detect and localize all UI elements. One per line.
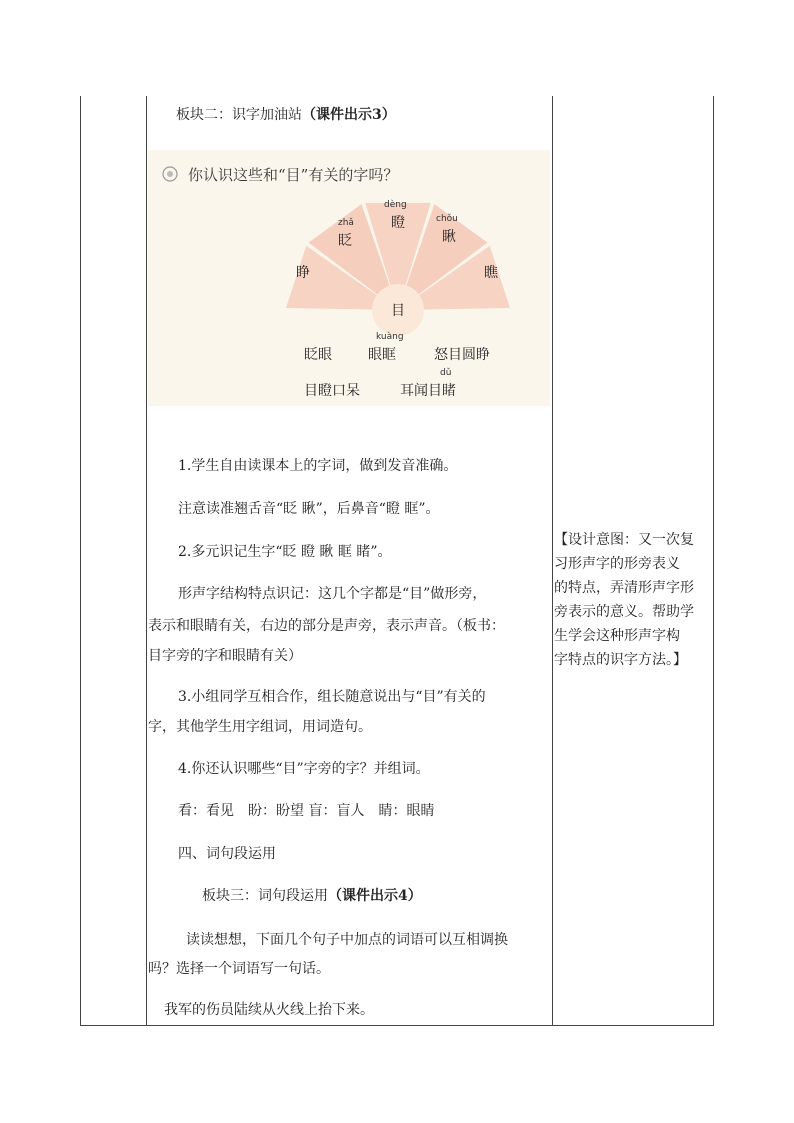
para-8: 四、词句段运用: [178, 846, 276, 862]
word-erwen: 耳闻目睹: [400, 383, 456, 399]
fan-char-zha: 眨: [338, 233, 352, 249]
fan-char-zheng: 睁: [296, 265, 310, 281]
textbook-figure: [148, 150, 550, 406]
pinyin-du: dǔ: [440, 368, 452, 378]
pinyin-deng: dèng: [384, 200, 407, 210]
pinyin-kuang: kuàng: [376, 332, 404, 342]
side-note-line: 习形声字的形旁表义: [554, 556, 680, 572]
block3-courseware: （课件出示4）: [328, 888, 422, 904]
block2-heading: [148, 104, 552, 126]
para-5b: 字，其他学生用字组词，用词造句。: [148, 719, 372, 735]
fan-char-chou: 瞅: [442, 229, 456, 245]
para-6: 4.你还认识哪些“目”字旁的字？并组词。: [178, 761, 430, 777]
para-2: 注意读准翘舌音“眨 瞅”，后鼻音“瞪 眶”。: [178, 501, 440, 517]
side-note-line: 生学会这种形声字构: [554, 628, 680, 644]
fan-char-deng: 瞪: [391, 215, 405, 231]
table-border-left: [80, 96, 81, 1026]
para-7: 看：看见 盼：盼望 盲：盲人 睛：眼睛: [178, 803, 435, 819]
fan-char-qiao: 瞧: [484, 265, 498, 281]
para-3: 2.多元识记生字“眨 瞪 瞅 眶 睹”。: [178, 544, 392, 560]
side-note-line: 【设计意图：又一次复: [554, 532, 694, 548]
para-5a: 3.小组同学互相合作，组长随意说出与“目”有关的: [178, 689, 486, 705]
side-note-line: 字特点的识字方法。】: [554, 652, 687, 668]
word-numu: 怒目圆睁: [434, 347, 490, 363]
para-4a: 形声字结构特点识记：这几个字都是“目”做形旁，: [178, 586, 487, 602]
pinyin-chou: chǒu: [436, 214, 458, 224]
block2-courseware: （课件出示3）: [302, 107, 396, 123]
word-yankuang: 眼眶: [368, 347, 396, 363]
table-bottom-border: [80, 1025, 714, 1026]
figure-title: 你认识这些和“目”有关的字吗？: [188, 166, 399, 184]
word-mudeng: 目瞪口呆: [304, 383, 360, 399]
para-1: 1.学生自由读课本上的字词，做到发音准确。: [178, 458, 458, 474]
para-9b: 吗？选择一个词语写一句话。: [148, 961, 330, 977]
side-note-line: 的特点，弄清形声字形: [554, 580, 694, 596]
word-zhayan: 眨眼: [304, 347, 332, 363]
design-intent-note: [554, 528, 714, 672]
side-note-line: 旁表示的意义。帮助学: [554, 604, 694, 620]
fan-center-char: 目: [391, 303, 405, 319]
block3-heading: [148, 885, 552, 907]
pinyin-zha: zhǎ: [338, 218, 354, 228]
para-4b: 表示和眼睛有关，右边的部分是声旁，表示声音。（板书：: [148, 618, 505, 634]
table-col-divider-2: [552, 96, 553, 1026]
block2-heading-text: 板块二：识字加油站: [176, 107, 302, 123]
para-4c: 目字旁的字和眼睛有关）: [148, 648, 302, 664]
para-10: 我军的伤员陆续从火线上抬下来。: [164, 1002, 374, 1018]
block3-heading-text: 板块三：词句段运用: [202, 888, 328, 904]
para-9a: 读读想想，下面几个句子中加点的词语可以互相调换: [186, 932, 508, 948]
table-col-divider-1: [146, 96, 147, 1026]
